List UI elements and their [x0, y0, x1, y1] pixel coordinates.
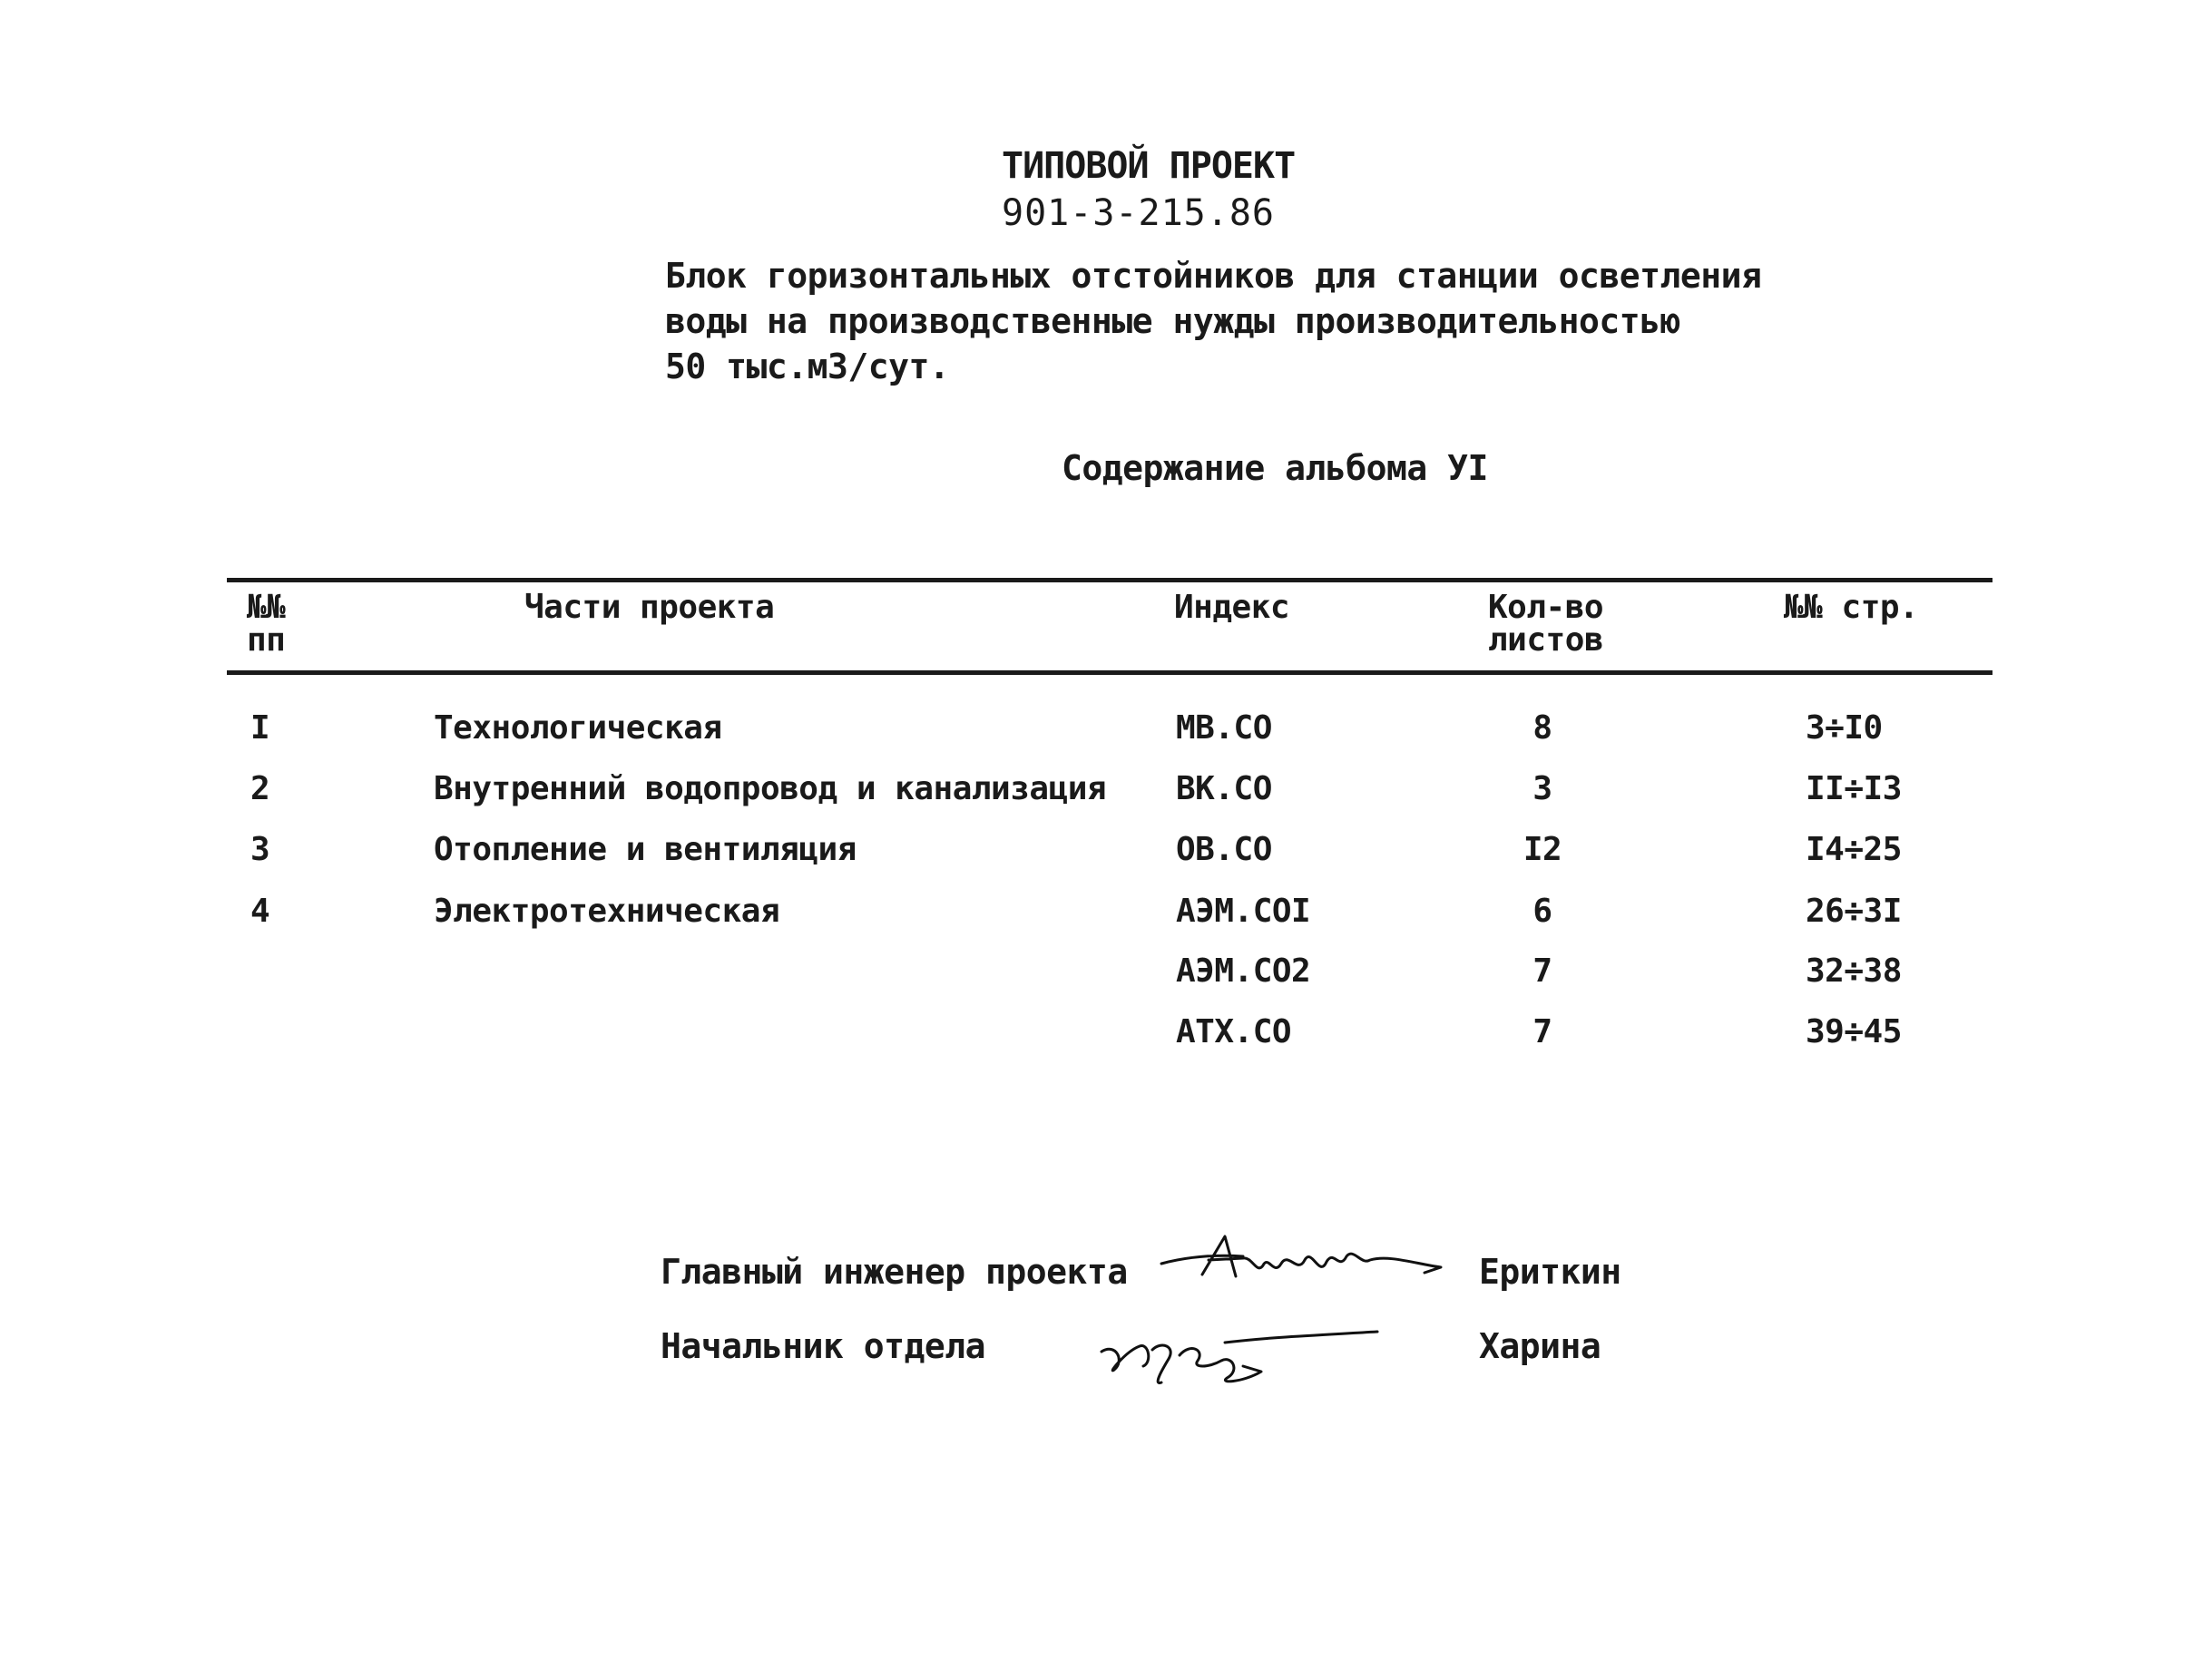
row-index: АЭМ.СО2	[1176, 952, 1311, 990]
row-pages: 3÷I0	[1806, 709, 1883, 747]
row-index: АЭМ.СОI	[1176, 893, 1311, 930]
row-sheets: 7	[1532, 1013, 1552, 1050]
row-sheets: 3	[1532, 770, 1552, 807]
row-num: 3	[250, 831, 270, 868]
header-num-line-2: пп	[247, 621, 286, 659]
description-line-3: 50 тыс.м3/сут.	[665, 347, 950, 386]
header-index: Индекс	[1174, 589, 1290, 626]
description-line-1: Блок горизонтальных отстойников для станции осветления	[665, 256, 1762, 296]
document-title: ТИПОВОЙ ПРОЕКТ	[1002, 145, 1296, 187]
row-num: 4	[250, 893, 270, 930]
row-part: Отопление и вентиляция	[434, 831, 857, 868]
row-index: МВ.СО	[1176, 709, 1272, 747]
signature-name: Харина	[1479, 1326, 1601, 1366]
row-part: Внутренний водопровод и канализация	[434, 770, 1107, 807]
header-sheets	[1488, 591, 1603, 657]
header-sheets-line-1: Кол-во	[1488, 589, 1604, 626]
row-sheets: 8	[1532, 709, 1552, 747]
row-index: ВК.СО	[1176, 770, 1272, 807]
row-part: Технологическая	[434, 709, 722, 747]
signature-role: Главный инженер проекта	[661, 1252, 1128, 1292]
signature-role: Начальник отдела	[661, 1326, 986, 1366]
row-pages: 32÷38	[1806, 952, 1902, 990]
row-pages: I4÷25	[1806, 831, 1902, 868]
row-pages: 39÷45	[1806, 1013, 1902, 1050]
row-index: АТХ.СО	[1176, 1013, 1292, 1050]
project-number: 901-3-215.86	[1002, 192, 1275, 234]
header-pages: №№ стр.	[1784, 589, 1919, 626]
handwritten-signature-2	[1089, 1315, 1388, 1397]
table-top-rule	[227, 578, 1992, 582]
header-sheets-line-2: листов	[1488, 621, 1604, 659]
header-part: Части проекта	[524, 589, 775, 626]
signature-name: Ериткин	[1479, 1252, 1621, 1292]
row-sheets: 7	[1532, 952, 1552, 990]
row-sheets: 6	[1532, 893, 1552, 930]
header-num	[247, 591, 285, 657]
row-index: ОВ.СО	[1176, 831, 1272, 868]
row-num: 2	[250, 770, 270, 807]
description-line-2: воды на производственные нужды производительностью	[665, 301, 1680, 341]
header-num-line-1: №№	[247, 589, 286, 626]
table-header-rule	[227, 670, 1992, 675]
row-sheets: I2	[1523, 831, 1562, 868]
handwritten-signature-1	[1152, 1220, 1452, 1302]
row-part: Электротехническая	[434, 893, 780, 930]
contents-heading: Содержание альбома УI	[1062, 448, 1488, 488]
row-pages: 26÷3I	[1806, 893, 1902, 930]
row-pages: II÷I3	[1806, 770, 1902, 807]
row-num: I	[250, 709, 270, 747]
